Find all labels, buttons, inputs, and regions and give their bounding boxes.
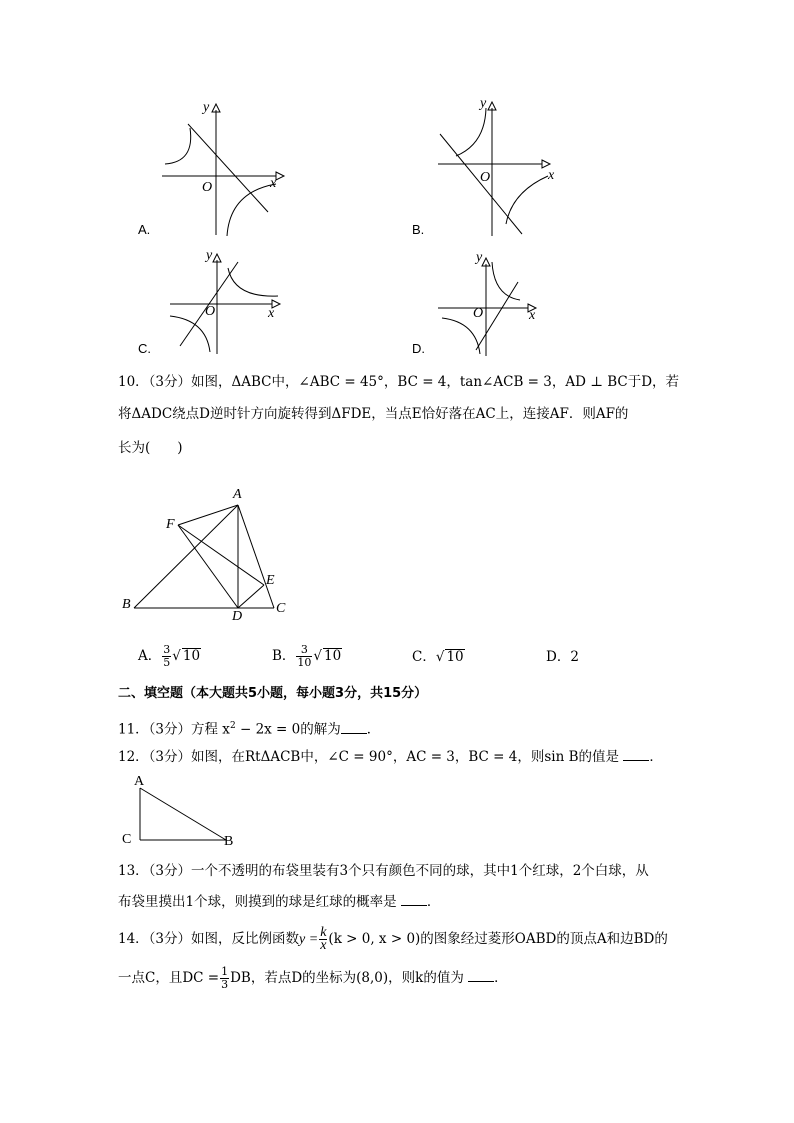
graph-b-origin: O bbox=[480, 170, 491, 185]
graph-c-option: C. bbox=[138, 341, 151, 356]
q14-blank[interactable] bbox=[468, 969, 494, 982]
graph-a-option: A. bbox=[138, 222, 151, 237]
graph-b-svg bbox=[430, 96, 560, 238]
q13-blank[interactable] bbox=[401, 893, 427, 906]
q10-label-c: C bbox=[276, 601, 286, 616]
q10-line-1: 10．（3分）如图，ΔABC中，∠ABC = 45°，BC = 4，tan∠ACB = 3，AD ⊥ BC于D，若 bbox=[118, 374, 680, 390]
q14-line-1: 14．（3分）如图，反比例函数y = $\frac{k}{x}$ (k > 0, x > 0)的图象经过菱形OABD的顶点A和边BD的 bbox=[118, 925, 668, 953]
q10-label-e: E bbox=[266, 573, 275, 588]
q10-line-3: 长为( ) bbox=[118, 440, 183, 456]
q12-label-c: C bbox=[122, 832, 132, 847]
graph-a-origin: O bbox=[202, 180, 213, 195]
graph-c-svg bbox=[160, 248, 290, 356]
q11-blank[interactable] bbox=[341, 721, 367, 734]
graph-a-x-label: x bbox=[270, 176, 277, 191]
q10-option-b: B． $\frac{3}{10}$ √ 10 bbox=[272, 643, 342, 669]
graph-d-svg bbox=[436, 252, 546, 356]
q13-line-2: 布袋里摸出1个球，则摸到的球是红球的概率是 ． bbox=[118, 894, 441, 910]
q10-option-a: A． $\frac{3}{5}$ √ 10 bbox=[138, 643, 201, 669]
graph-b bbox=[430, 96, 560, 238]
graph-c-origin: O bbox=[205, 304, 216, 319]
graph-c-y-label: y bbox=[206, 248, 213, 263]
graph-d-origin: O bbox=[473, 306, 484, 321]
q10-figure-svg bbox=[118, 485, 298, 627]
q10-label-b: B bbox=[122, 597, 131, 612]
q12-blank[interactable] bbox=[623, 748, 649, 761]
q10-label-f: F bbox=[166, 517, 175, 532]
q13-line-1: 13．（3分）一个不透明的布袋里装有3个只有颜色不同的球，其中1个红球，2个白球，从 bbox=[118, 863, 649, 879]
graph-d bbox=[436, 252, 546, 356]
graph-d-x-label: x bbox=[529, 308, 536, 323]
section-2-heading: 二、填空题（本大题共5小题，每小题3分，共15分） bbox=[118, 686, 428, 701]
q12-text: 12．（3分）如图，在RtΔACB中，∠C = 90°，AC = 3，BC = 4，则sin B的值是 ． bbox=[118, 749, 663, 765]
q10-label-a: A bbox=[233, 487, 242, 502]
q12-figure bbox=[118, 774, 248, 854]
q11-text: 11．（3分）方程 $x^2 - 2x = 0$的解为 ． bbox=[118, 721, 381, 738]
q10-line-2: 将ΔADC绕点D逆时针方向旋转得到ΔFDE，当点E恰好落在AC上，连接AF．则AF的 bbox=[118, 406, 629, 422]
q12-label-b: B bbox=[224, 834, 234, 849]
graph-c bbox=[160, 248, 290, 356]
graph-d-option: D. bbox=[412, 341, 425, 356]
graph-c-x-label: x bbox=[268, 306, 275, 321]
q10-label-d: D bbox=[232, 609, 243, 624]
q10-figure bbox=[118, 485, 298, 627]
q10-option-d: D．2 bbox=[546, 649, 579, 665]
graph-a-y-label: y bbox=[203, 100, 210, 115]
q12-label-a: A bbox=[134, 774, 145, 789]
graph-a bbox=[150, 100, 290, 240]
graph-b-option: B. bbox=[412, 222, 425, 237]
graph-d-y-label: y bbox=[476, 250, 483, 265]
graph-b-y-label: y bbox=[480, 96, 487, 111]
q10-option-c: C．√ 10 bbox=[412, 649, 464, 665]
graph-a-svg bbox=[150, 100, 290, 240]
graph-b-x-label: x bbox=[548, 168, 555, 183]
q14-line-2: 一点C，且DC = $\frac{1}{3}$ DB，若点D的坐标为(8,0)，则k的值为 ． bbox=[118, 965, 508, 991]
